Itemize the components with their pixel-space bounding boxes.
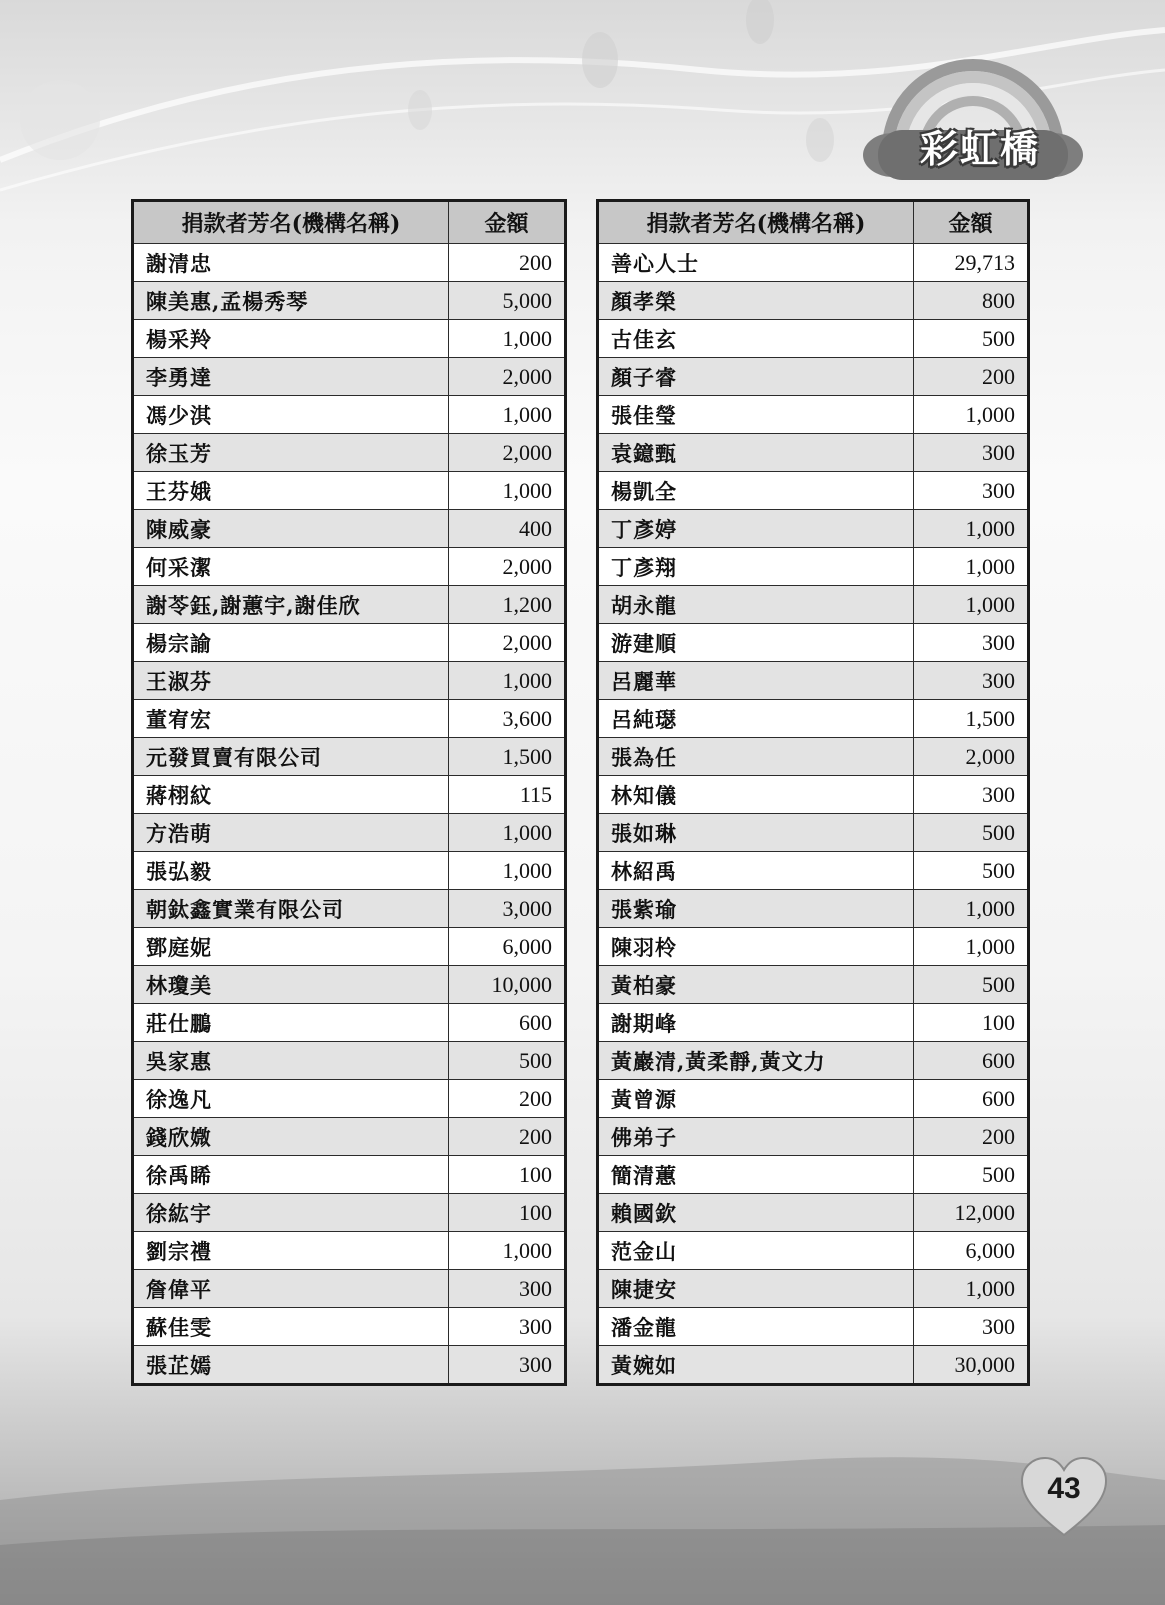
donor-name: 徐逸凡 xyxy=(133,1080,449,1118)
column-header-amount: 金額 xyxy=(449,201,566,244)
donor-name: 簡清蕙 xyxy=(598,1156,914,1194)
donor-name: 黃巖清,黃柔靜,黃文力 xyxy=(598,1042,914,1080)
donor-name: 胡永龍 xyxy=(598,586,914,624)
donation-amount: 200 xyxy=(914,358,1029,396)
donation-amount: 1,000 xyxy=(449,852,566,890)
donation-amount: 2,000 xyxy=(449,548,566,586)
table-row xyxy=(133,662,566,700)
donation-amount: 200 xyxy=(449,1080,566,1118)
donor-name: 謝清忠 xyxy=(133,244,449,282)
donor-name: 王芬娥 xyxy=(133,472,449,510)
table-row xyxy=(133,928,566,966)
donor-name: 陳羽柃 xyxy=(598,928,914,966)
table-row xyxy=(133,814,566,852)
table-row xyxy=(598,396,1029,434)
table-row xyxy=(598,814,1029,852)
donor-name: 元發買賣有限公司 xyxy=(133,738,449,776)
table-row xyxy=(598,1004,1029,1042)
table-row xyxy=(598,1156,1029,1194)
donation-amount: 3,600 xyxy=(449,700,566,738)
donation-amount: 1,000 xyxy=(914,890,1029,928)
donor-name: 潘金龍 xyxy=(598,1308,914,1346)
table-row xyxy=(598,358,1029,396)
donor-name: 袁鐿甄 xyxy=(598,434,914,472)
donation-amount: 2,000 xyxy=(914,738,1029,776)
donation-amount: 1,500 xyxy=(449,738,566,776)
table-row xyxy=(598,1308,1029,1346)
table-row xyxy=(598,1042,1029,1080)
donation-amount: 300 xyxy=(914,776,1029,814)
donor-name: 謝期峰 xyxy=(598,1004,914,1042)
table-row xyxy=(133,1232,566,1270)
donor-name: 劉宗禮 xyxy=(133,1232,449,1270)
page-number: 43 xyxy=(1047,1472,1081,1505)
donation-amount: 600 xyxy=(914,1042,1029,1080)
donor-name: 張弘毅 xyxy=(133,852,449,890)
column-header-amount: 金額 xyxy=(914,201,1029,244)
table-row xyxy=(598,852,1029,890)
table-row xyxy=(598,662,1029,700)
donation-amount: 500 xyxy=(449,1042,566,1080)
donation-amount: 1,000 xyxy=(914,396,1029,434)
table-row xyxy=(598,472,1029,510)
donor-name: 朝鈦鑫實業有限公司 xyxy=(133,890,449,928)
column-header-name: 捐款者芳名(機構名稱) xyxy=(598,201,914,244)
donor-name: 錢欣媺 xyxy=(133,1118,449,1156)
table-row xyxy=(133,510,566,548)
donor-name: 黃柏豪 xyxy=(598,966,914,1004)
donation-amount: 1,000 xyxy=(449,320,566,358)
donor-name: 張芷嫣 xyxy=(133,1346,449,1385)
donation-amount: 100 xyxy=(449,1156,566,1194)
table-row xyxy=(598,1270,1029,1308)
table-row xyxy=(133,396,566,434)
donation-amount: 400 xyxy=(449,510,566,548)
table-row xyxy=(133,1118,566,1156)
table-row xyxy=(598,738,1029,776)
donation-amount: 5,000 xyxy=(449,282,566,320)
table-row xyxy=(133,700,566,738)
donor-name: 徐玉芳 xyxy=(133,434,449,472)
donation-amount: 100 xyxy=(914,1004,1029,1042)
donor-name: 謝苓鈺,謝蕙宇,謝佳欣 xyxy=(133,586,449,624)
donor-name: 蘇佳雯 xyxy=(133,1308,449,1346)
table-row xyxy=(133,1194,566,1232)
table-row xyxy=(133,1042,566,1080)
donation-amount: 1,000 xyxy=(914,586,1029,624)
donation-amount: 1,000 xyxy=(914,510,1029,548)
donation-amount: 300 xyxy=(914,1308,1029,1346)
table-row xyxy=(133,966,566,1004)
donor-name: 王淑芬 xyxy=(133,662,449,700)
donation-amount: 29,713 xyxy=(914,244,1029,282)
donation-amount: 1,000 xyxy=(449,1232,566,1270)
table-header-row xyxy=(598,201,1029,244)
donor-name: 鄧庭妮 xyxy=(133,928,449,966)
donation-amount: 600 xyxy=(449,1004,566,1042)
donor-name: 楊采羚 xyxy=(133,320,449,358)
donor-name: 林知儀 xyxy=(598,776,914,814)
donor-name: 佛弟子 xyxy=(598,1118,914,1156)
donor-name: 吳家惠 xyxy=(133,1042,449,1080)
donation-amount: 12,000 xyxy=(914,1194,1029,1232)
table-row xyxy=(598,1232,1029,1270)
donor-name: 呂純璱 xyxy=(598,700,914,738)
table-row xyxy=(133,1270,566,1308)
table-header-row xyxy=(133,201,566,244)
table-row xyxy=(133,320,566,358)
table-row xyxy=(598,700,1029,738)
donor-name: 方浩萌 xyxy=(133,814,449,852)
donation-amount: 500 xyxy=(914,320,1029,358)
table-row xyxy=(133,586,566,624)
donation-amount: 500 xyxy=(914,814,1029,852)
table-row xyxy=(133,776,566,814)
table-row xyxy=(598,282,1029,320)
table-row xyxy=(598,548,1029,586)
table-row xyxy=(133,548,566,586)
donor-name: 陳威豪 xyxy=(133,510,449,548)
donation-amount: 200 xyxy=(449,1118,566,1156)
donation-amount: 500 xyxy=(914,852,1029,890)
donor-name: 林紹禹 xyxy=(598,852,914,890)
donor-name: 林瓊美 xyxy=(133,966,449,1004)
table-row xyxy=(598,1080,1029,1118)
donor-name: 莊仕鵬 xyxy=(133,1004,449,1042)
donation-amount: 600 xyxy=(914,1080,1029,1118)
donor-name: 善心人士 xyxy=(598,244,914,282)
table-row xyxy=(133,1004,566,1042)
donation-amount: 2,000 xyxy=(449,624,566,662)
table-row xyxy=(598,320,1029,358)
donation-amount: 1,000 xyxy=(449,472,566,510)
donation-amount: 1,500 xyxy=(914,700,1029,738)
table-row xyxy=(133,1346,566,1385)
donor-name: 陳美惠,孟楊秀琴 xyxy=(133,282,449,320)
donation-amount: 1,200 xyxy=(449,586,566,624)
donor-name: 張如琳 xyxy=(598,814,914,852)
donation-amount: 115 xyxy=(449,776,566,814)
donation-amount: 500 xyxy=(914,1156,1029,1194)
donation-amount: 300 xyxy=(449,1346,566,1385)
donation-amount: 1,000 xyxy=(914,928,1029,966)
table-row xyxy=(133,472,566,510)
table-row xyxy=(133,282,566,320)
table-row xyxy=(133,1080,566,1118)
donor-name: 楊凱全 xyxy=(598,472,914,510)
table-row xyxy=(133,1308,566,1346)
table-row xyxy=(598,1346,1029,1385)
donation-amount: 2,000 xyxy=(449,434,566,472)
donor-name: 游建順 xyxy=(598,624,914,662)
table-row xyxy=(133,624,566,662)
donation-amount: 200 xyxy=(449,244,566,282)
donor-name: 何采潔 xyxy=(133,548,449,586)
donor-name: 丁彥翔 xyxy=(598,548,914,586)
column-header-name: 捐款者芳名(機構名稱) xyxy=(133,201,449,244)
donation-amount: 300 xyxy=(449,1270,566,1308)
donation-amount: 300 xyxy=(914,472,1029,510)
donation-amount: 1,000 xyxy=(449,396,566,434)
table-row xyxy=(133,434,566,472)
table-row xyxy=(598,624,1029,662)
table-row xyxy=(598,966,1029,1004)
donation-amount: 1,000 xyxy=(914,548,1029,586)
table-row xyxy=(133,244,566,282)
logo-title: 彩虹橋 xyxy=(919,127,1040,171)
donor-table-left xyxy=(131,199,567,1386)
donation-amount: 1,000 xyxy=(914,1270,1029,1308)
table-row xyxy=(598,1118,1029,1156)
donor-table-right xyxy=(596,199,1030,1386)
donation-amount: 2,000 xyxy=(449,358,566,396)
donor-name: 賴國欽 xyxy=(598,1194,914,1232)
donation-amount: 1,000 xyxy=(449,662,566,700)
donation-amount: 10,000 xyxy=(449,966,566,1004)
donor-name: 張佳瑩 xyxy=(598,396,914,434)
table-row xyxy=(598,776,1029,814)
donor-name: 黃婉如 xyxy=(598,1346,914,1385)
donation-amount: 1,000 xyxy=(449,814,566,852)
donation-amount: 500 xyxy=(914,966,1029,1004)
table-row xyxy=(133,890,566,928)
donation-amount: 300 xyxy=(914,434,1029,472)
donor-name: 馮少淇 xyxy=(133,396,449,434)
table-row xyxy=(598,510,1029,548)
donor-name: 詹偉平 xyxy=(133,1270,449,1308)
table-row xyxy=(598,890,1029,928)
table-row xyxy=(598,434,1029,472)
table-row xyxy=(133,738,566,776)
donor-name: 楊宗諭 xyxy=(133,624,449,662)
donor-name: 李勇達 xyxy=(133,358,449,396)
table-row xyxy=(133,1156,566,1194)
donation-amount: 200 xyxy=(914,1118,1029,1156)
donation-amount: 3,000 xyxy=(449,890,566,928)
donor-name: 蔣栩紋 xyxy=(133,776,449,814)
table-row xyxy=(598,244,1029,282)
donation-amount: 30,000 xyxy=(914,1346,1029,1385)
donor-name: 張紫瑜 xyxy=(598,890,914,928)
donor-name: 陳捷安 xyxy=(598,1270,914,1308)
donation-amount: 6,000 xyxy=(914,1232,1029,1270)
table-row xyxy=(598,928,1029,966)
donation-amount: 300 xyxy=(914,624,1029,662)
donor-name: 徐紘宇 xyxy=(133,1194,449,1232)
donor-name: 徐禹睎 xyxy=(133,1156,449,1194)
donor-name: 丁彥婷 xyxy=(598,510,914,548)
donation-amount: 800 xyxy=(914,282,1029,320)
donor-name: 董宥宏 xyxy=(133,700,449,738)
donation-amount: 300 xyxy=(914,662,1029,700)
table-row xyxy=(598,586,1029,624)
donor-name: 范金山 xyxy=(598,1232,914,1270)
donation-amount: 100 xyxy=(449,1194,566,1232)
donation-amount: 300 xyxy=(449,1308,566,1346)
donor-name: 黃曾源 xyxy=(598,1080,914,1118)
table-row xyxy=(133,852,566,890)
table-row xyxy=(133,358,566,396)
donation-amount: 6,000 xyxy=(449,928,566,966)
donor-name: 呂麗華 xyxy=(598,662,914,700)
table-row xyxy=(598,1194,1029,1232)
donor-name: 顏孝榮 xyxy=(598,282,914,320)
donor-name: 古佳玄 xyxy=(598,320,914,358)
donor-name: 顏子睿 xyxy=(598,358,914,396)
donor-name: 張為任 xyxy=(598,738,914,776)
